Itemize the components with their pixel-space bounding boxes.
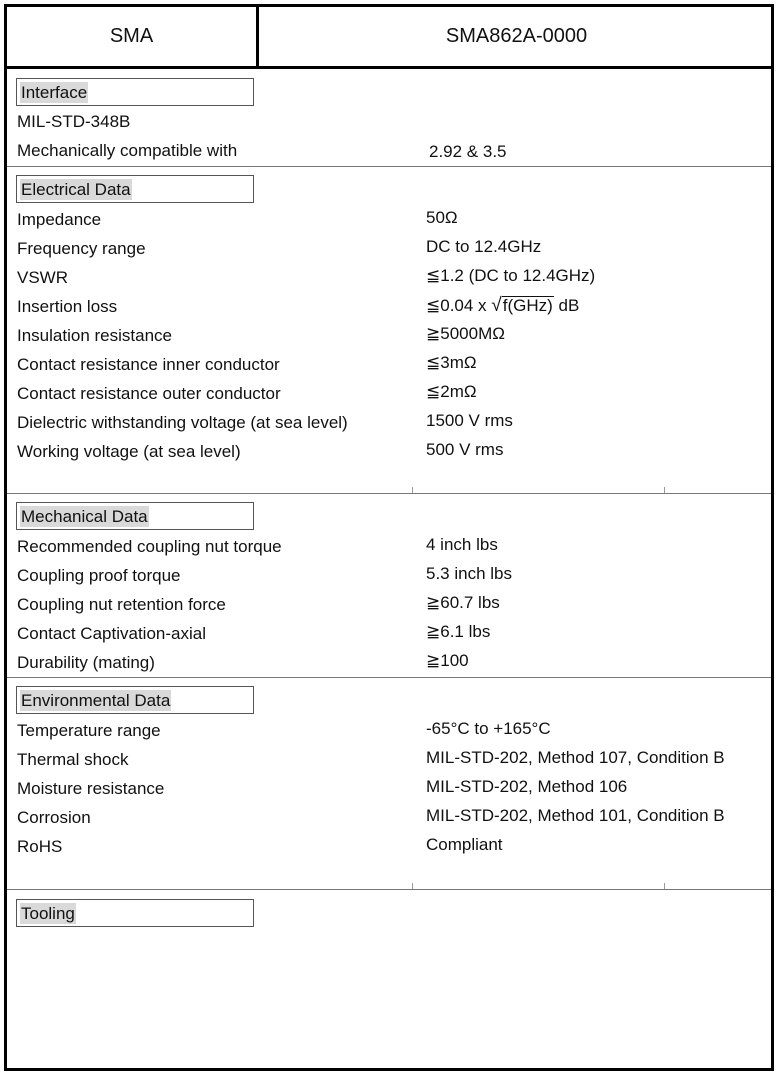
section-divider — [7, 677, 771, 678]
spec-key: Insertion loss — [17, 297, 118, 316]
spec-value: ≦1.2 (DC to 12.4GHz) — [426, 266, 596, 285]
section-title: Tooling — [21, 904, 75, 923]
spec-value: MIL-STD-202, Method 106 — [426, 777, 628, 796]
connector-family: SMA — [7, 7, 259, 66]
insertion-loss-prefix: ≦0.04 x — [426, 296, 492, 315]
spec-key: Impedance — [17, 210, 102, 229]
spec-row — [7, 775, 771, 804]
part-number: SMA862A-0000 — [445, 25, 588, 47]
spec-key: Contact resistance outer conductor — [17, 384, 281, 403]
spec-row — [7, 533, 771, 562]
spec-row — [7, 108, 771, 137]
spec-row — [7, 591, 771, 620]
spec-row — [7, 717, 771, 746]
spec-value: 500 V rms — [426, 440, 504, 459]
spec-key: Working voltage (at sea level) — [17, 442, 241, 461]
spec-row — [7, 746, 771, 775]
spec-value: ≧100 — [426, 651, 469, 670]
spec-value: DC to 12.4GHz — [426, 237, 542, 256]
spec-key: Corrosion — [17, 808, 91, 827]
spec-row — [7, 351, 771, 380]
spec-row — [7, 264, 771, 293]
spec-key: Insulation resistance — [17, 326, 172, 345]
spec-value: ≧6.1 lbs — [426, 622, 491, 641]
spec-value: ≦3mΩ — [426, 353, 477, 372]
spec-row — [7, 409, 771, 438]
spec-key: Temperature range — [17, 721, 161, 740]
spec-key: RoHS — [17, 837, 63, 856]
spec-value: 5.3 inch lbs — [426, 564, 512, 583]
spec-key: VSWR — [17, 268, 68, 287]
spec-row — [7, 649, 771, 678]
spec-value: 4 inch lbs — [426, 535, 498, 554]
spec-row — [7, 380, 771, 409]
spec-value: ≧60.7 lbs — [426, 593, 500, 612]
section-title: Electrical Data — [21, 180, 131, 199]
spec-key: Contact resistance inner conductor — [17, 355, 280, 374]
section-title: Mechanical Data — [21, 507, 148, 526]
insertion-loss-suffix: dB — [553, 296, 580, 315]
spec-row — [7, 206, 771, 235]
spec-key: Contact Captivation-axial — [17, 624, 206, 643]
spec-key: Dielectric withstanding voltage (at sea level) — [17, 413, 348, 432]
spec-value: 2.92 & 3.5 — [429, 142, 507, 161]
spec-key: Recommended coupling nut torque — [17, 537, 282, 556]
spec-value: -65°C to +165°C — [426, 719, 551, 738]
spec-row — [7, 322, 771, 351]
section-title-box — [16, 175, 254, 203]
spec-value: ≦2mΩ — [426, 382, 477, 401]
spec-row — [7, 235, 771, 264]
spec-value: 50Ω — [426, 208, 458, 227]
section-divider — [7, 493, 771, 494]
spec-header — [7, 7, 771, 69]
spec-sheet — [4, 4, 774, 1071]
spec-value: MIL-STD-202, Method 107, Condition B — [426, 748, 725, 767]
section-title: Interface — [21, 83, 88, 102]
section-title-box — [16, 78, 254, 106]
spec-value — [426, 295, 579, 317]
spec-row — [7, 293, 771, 322]
spec-value: ≧5000MΩ — [426, 324, 505, 343]
section-divider — [7, 889, 771, 890]
spec-key: Coupling nut retention force — [17, 595, 226, 614]
radical-icon: √ — [491, 295, 502, 316]
spec-key: Thermal shock — [17, 750, 129, 769]
spec-row — [7, 804, 771, 833]
spec-key: Durability (mating) — [17, 653, 155, 672]
spec-key: Frequency range — [17, 239, 146, 258]
spec-row — [7, 438, 771, 467]
spec-key: Coupling proof torque — [17, 566, 181, 585]
spec-value: Compliant — [426, 835, 503, 854]
spec-value: MIL-STD-202, Method 101, Condition B — [426, 806, 725, 825]
section-title-box — [16, 686, 254, 714]
spec-row — [7, 137, 771, 166]
section-title: Environmental Data — [21, 691, 171, 710]
spec-key: Moisture resistance — [17, 779, 165, 798]
spec-row — [7, 833, 771, 862]
section-title-box — [16, 502, 254, 530]
spec-key: Mechanically compatible with — [17, 141, 238, 160]
insertion-loss-radicand: f(GHz) — [502, 296, 553, 315]
spec-row — [7, 620, 771, 649]
section-title-box — [16, 899, 254, 927]
spec-key: MIL-STD-348B — [17, 112, 131, 131]
spec-row — [7, 562, 771, 591]
section-divider — [7, 166, 771, 167]
spec-value: 1500 V rms — [426, 411, 513, 430]
